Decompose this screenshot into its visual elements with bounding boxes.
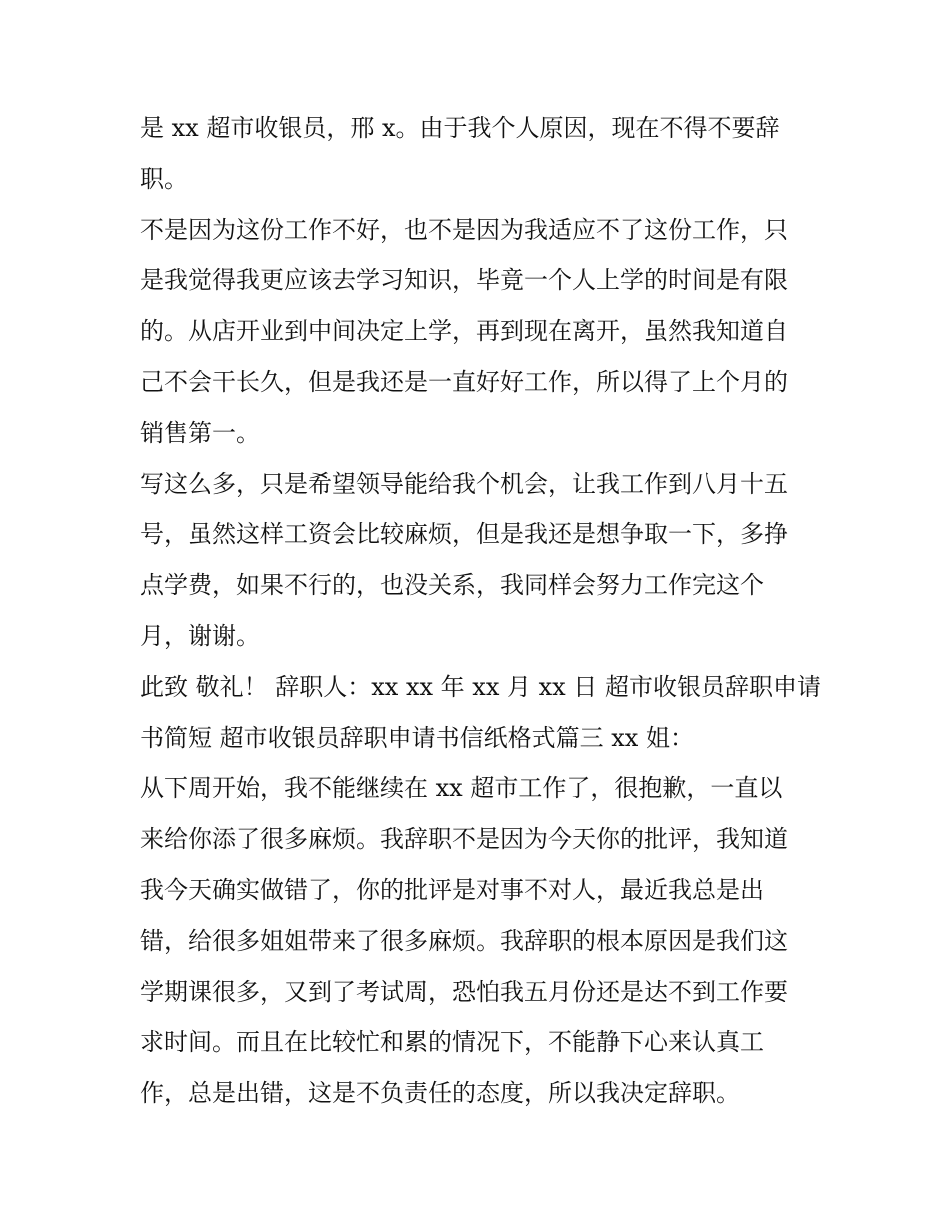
text-line: 此致 敬礼！ 辞职人：xx xx 年 xx 月 xx 日 超市收银员辞职申请 [140,672,821,701]
text-line: 我今天确实做错了，你的批评是对事不对人，最近我总是出 [140,875,764,904]
text-line: 学期课很多，又到了考试周，恐怕我五月份还是达不到工作要 [140,977,788,1006]
text-line: 写这么多，只是希望领导能给我个机会，让我工作到八月十五 [140,469,788,498]
text-line: 点学费，如果不行的，也没关系，我同样会努力工作完这个 [140,571,764,600]
text-line: 求时间。而且在比较忙和累的情况下，不能静下心来认真工 [140,1028,764,1057]
text-line: 销售第一。 [140,418,260,447]
text-line: 作，总是出错，这是不负责任的态度，所以我决定辞职。 [140,1079,740,1108]
text-line: 不是因为这份工作不好，也不是因为我适应不了这份工作，只 [140,215,788,244]
text-line: 从下周开始，我不能继续在 xx 超市工作了，很抱歉，一直以 [140,774,783,803]
text-line: 是 xx 超市收银员，邢 x。由于我个人原因，现在不得不要辞 [140,114,780,142]
text-line: 号，虽然这样工资会比较麻烦，但是我还是想争取一下，多挣 [140,520,788,549]
text-line: 的。从店开业到中间决定上学，再到现在离开，虽然我知道自 [140,317,788,346]
text-line: 月，谢谢。 [140,621,260,650]
text-line: 职。 [140,164,188,193]
text-line: 来给你添了很多麻烦。我辞职不是因为今天你的批评，我知道 [140,825,788,854]
text-line: 是我觉得我更应该去学习知识，毕竟一个人上学的时间是有限 [140,266,788,295]
text-line: 错，给很多姐姐带来了很多麻烦。我辞职的根本原因是我们这 [140,926,788,955]
text-line: 己不会干长久，但是我还是一直好好工作，所以得了上个月的 [140,367,788,396]
document-body [140,103,820,1119]
text-line: 书简短 超市收银员辞职申请书信纸格式篇三 xx 姐： [140,723,694,752]
